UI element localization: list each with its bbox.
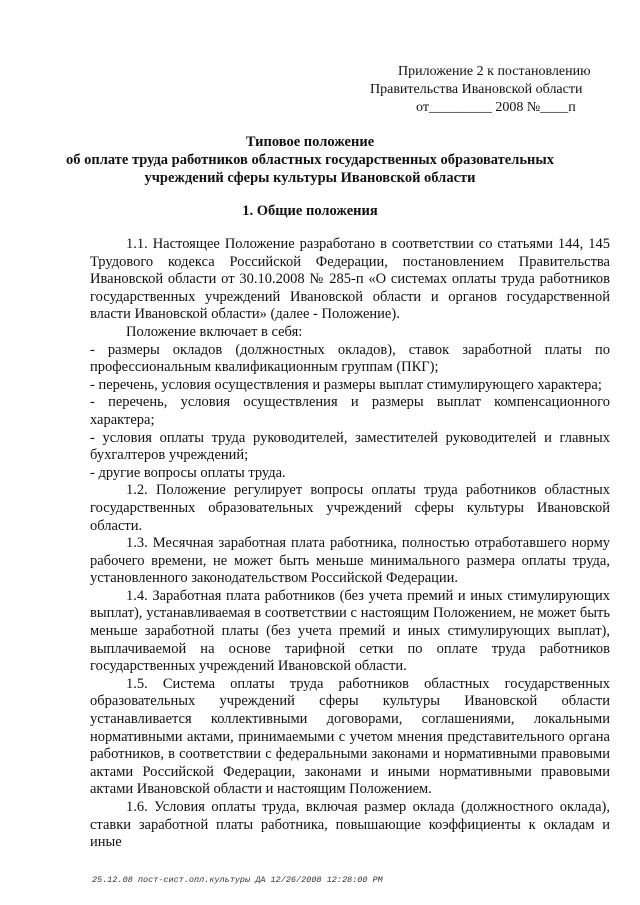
paragraph-1-4: 1.4. Заработная плата работников (без учета премий и иных стимулирующих выплат), устанавливаемая в соответствии с настоящим Положением, не может быть меньше заработной платы (без учета премий и иных стимулирующих выплат), выплачиваемой на основе тарифной сетки по оплате труда работников государственных учреждений Ивановской области. [90, 587, 610, 675]
list-item: - перечень, условия осуществления и размеры выплат стимулирующего характера; [90, 376, 602, 393]
paragraph-1-5: 1.5. Система оплаты труда работников областных государственных образовательных учреждений сферы культуры Ивановской области устанавливается коллективными договорами, соглашениями, локальными нормативными актами, принимаемыми с учетом мнения представительного органа работников, в соответствии с федеральными законами и нормативными правовыми актами Российской Федерации, законами и иными нормативными правовыми актами Ивановской области и настоящим Положением. [90, 675, 610, 798]
list-item: - размеры окладов (должностных окладов), ставок заработной платы по профессиональным квалификационным группам (ПКГ); [90, 341, 610, 376]
page-footer: 25.12.08 пост-сист.опл.культуры ДА 12/26/2008 12:28:00 PM [92, 875, 383, 885]
document-body [90, 236, 610, 852]
title-line-1: Типовое положение [245, 134, 375, 150]
annex-line-2: Правительства Ивановской области [370, 82, 583, 97]
paragraph-1-3: 1.3. Месячная заработная плата работника, полностью отработавшего норму рабочего времени, не может быть меньше минимального размера оплаты труда, установленного законодательством Российской Федерации. [90, 535, 610, 587]
paragraph-1-1: 1.1. Настоящее Положение разработано в соответствии со статьями 144, 145 Трудового кодекса Российской Федерации, постановлением Правительства Ивановской области от 30.10.2008 № 285-п «О системах оплаты труда работников государственных учреждений Ивановской области и органов государственной власти Ивановской области» (далее - Положение). [90, 236, 610, 323]
paragraph-includes: Положение включает в себя: [126, 323, 303, 340]
paragraph-1-6: 1.6. Условия оплаты труда, включая размер оклада (должностного оклада), ставки заработной платы работника, повышающие коэффициенты к окладам и иные [90, 799, 610, 851]
annex-line-3: от_________ 2008 №____п [416, 100, 576, 115]
annex-line-1: Приложение 2 к постановлению [398, 64, 591, 79]
list-item: - другие вопросы оплаты труда. [90, 464, 286, 481]
section-heading: 1. Общие положения [242, 203, 378, 219]
title-line-2: об оплате труда работников областных государственных образовательных [66, 152, 554, 168]
list-item: - условия оплаты труда руководителей, заместителей руководителей и главных бухгалтеров учреждений; [90, 429, 610, 464]
list-item: - перечень, условия осуществления и размеры выплат компенсационного характера; [90, 394, 610, 428]
title-line-3: учреждений сферы культуры Ивановской области [144, 170, 476, 186]
paragraph-1-2: 1.2. Положение регулирует вопросы оплаты труда работников областных государственных образовательных учреждений сферы культуры Ивановской области. [90, 482, 610, 534]
annex-header [360, 63, 610, 117]
document-title [66, 133, 554, 187]
